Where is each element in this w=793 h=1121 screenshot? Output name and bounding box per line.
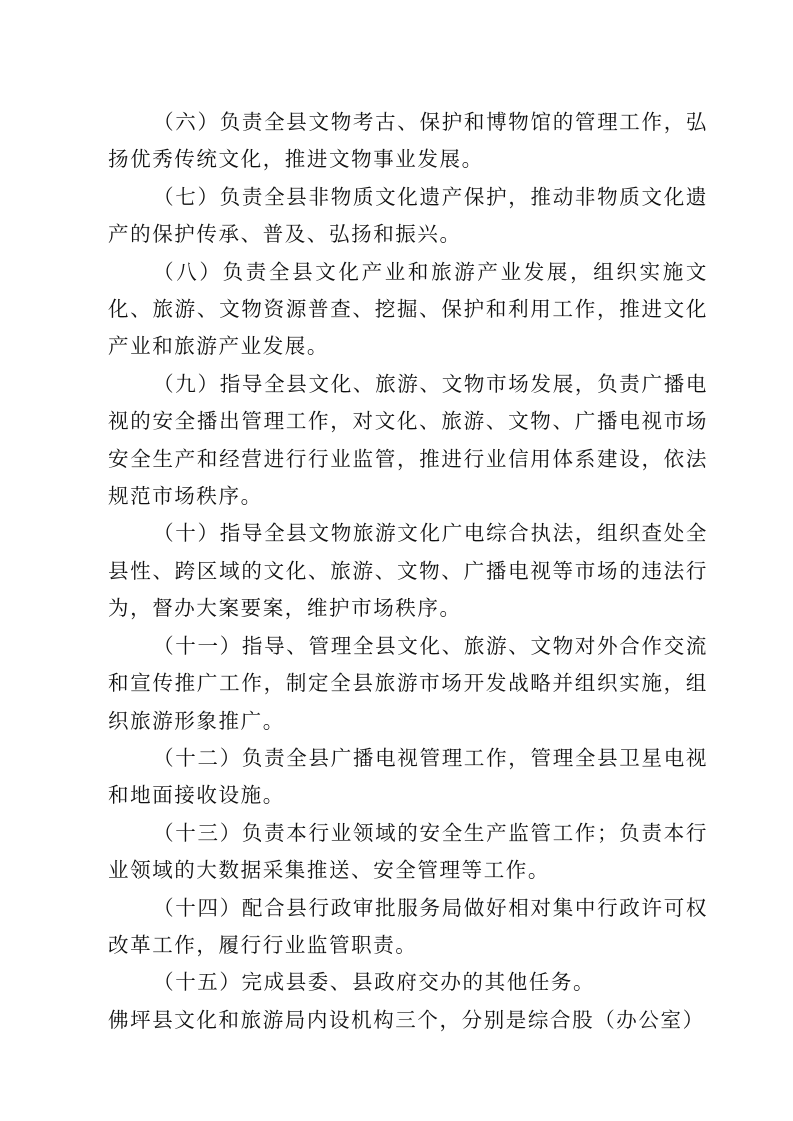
paragraph-item-10: （十）指导全县文物旅游文化广电综合执法，组织查处全县性、跨区域的文化、旅游、文物、广播电视等市场的违法行为，督办大案要案，维护市场秩序。 [108, 521, 708, 621]
document-body [108, 104, 708, 1039]
paragraph-item-7: （七）负责全县非物质文化遗产保护，推动非物质文化遗产的保护传承、普及、弘扬和振兴。 [108, 184, 708, 247]
paragraph-item-12: （十二）负责全县广播电视管理工作，管理全县卫星电视和地面接收设施。 [108, 745, 708, 808]
paragraph-item-8: （八）负责全县文化产业和旅游产业发展，组织实施文化、旅游、文物资源普查、挖掘、保护和利用工作，推进文化产业和旅游产业发展。 [108, 259, 708, 359]
paragraph-internal-units: 佛坪县文化和旅游局内设机构三个，分别是综合股（办公室） [108, 1007, 705, 1032]
paragraph-item-14: （十四）配合县行政审批服务局做好相对集中行政许可权改革工作，履行行业监管职责。 [108, 895, 708, 957]
paragraph-item-11: （十一）指导、管理全县文化、旅游、文物对外合作交流和宣传推广工作，制定全县旅游市场开发战略并组织实施，组织旅游形象推广。 [108, 633, 708, 733]
paragraph-item-15: （十五）完成县委、县政府交办的其他任务。 [153, 970, 596, 995]
paragraph-item-9: （九）指导全县文化、旅游、文物市场发展，负责广播电视的安全播出管理工作，对文化、旅游、文物、广播电视市场安全生产和经营进行行业监管，推进行业信用体系建设，依法规范市场秩序。 [108, 371, 708, 509]
paragraph-item-13: （十三）负责本行业领域的安全生产监管工作；负责本行业领域的大数据采集推送、安全管理等工作。 [108, 820, 708, 883]
paragraph-item-6: （六）负责全县文物考古、保护和博物馆的管理工作，弘扬优秀传统文化，推进文物事业发展。 [108, 110, 708, 172]
